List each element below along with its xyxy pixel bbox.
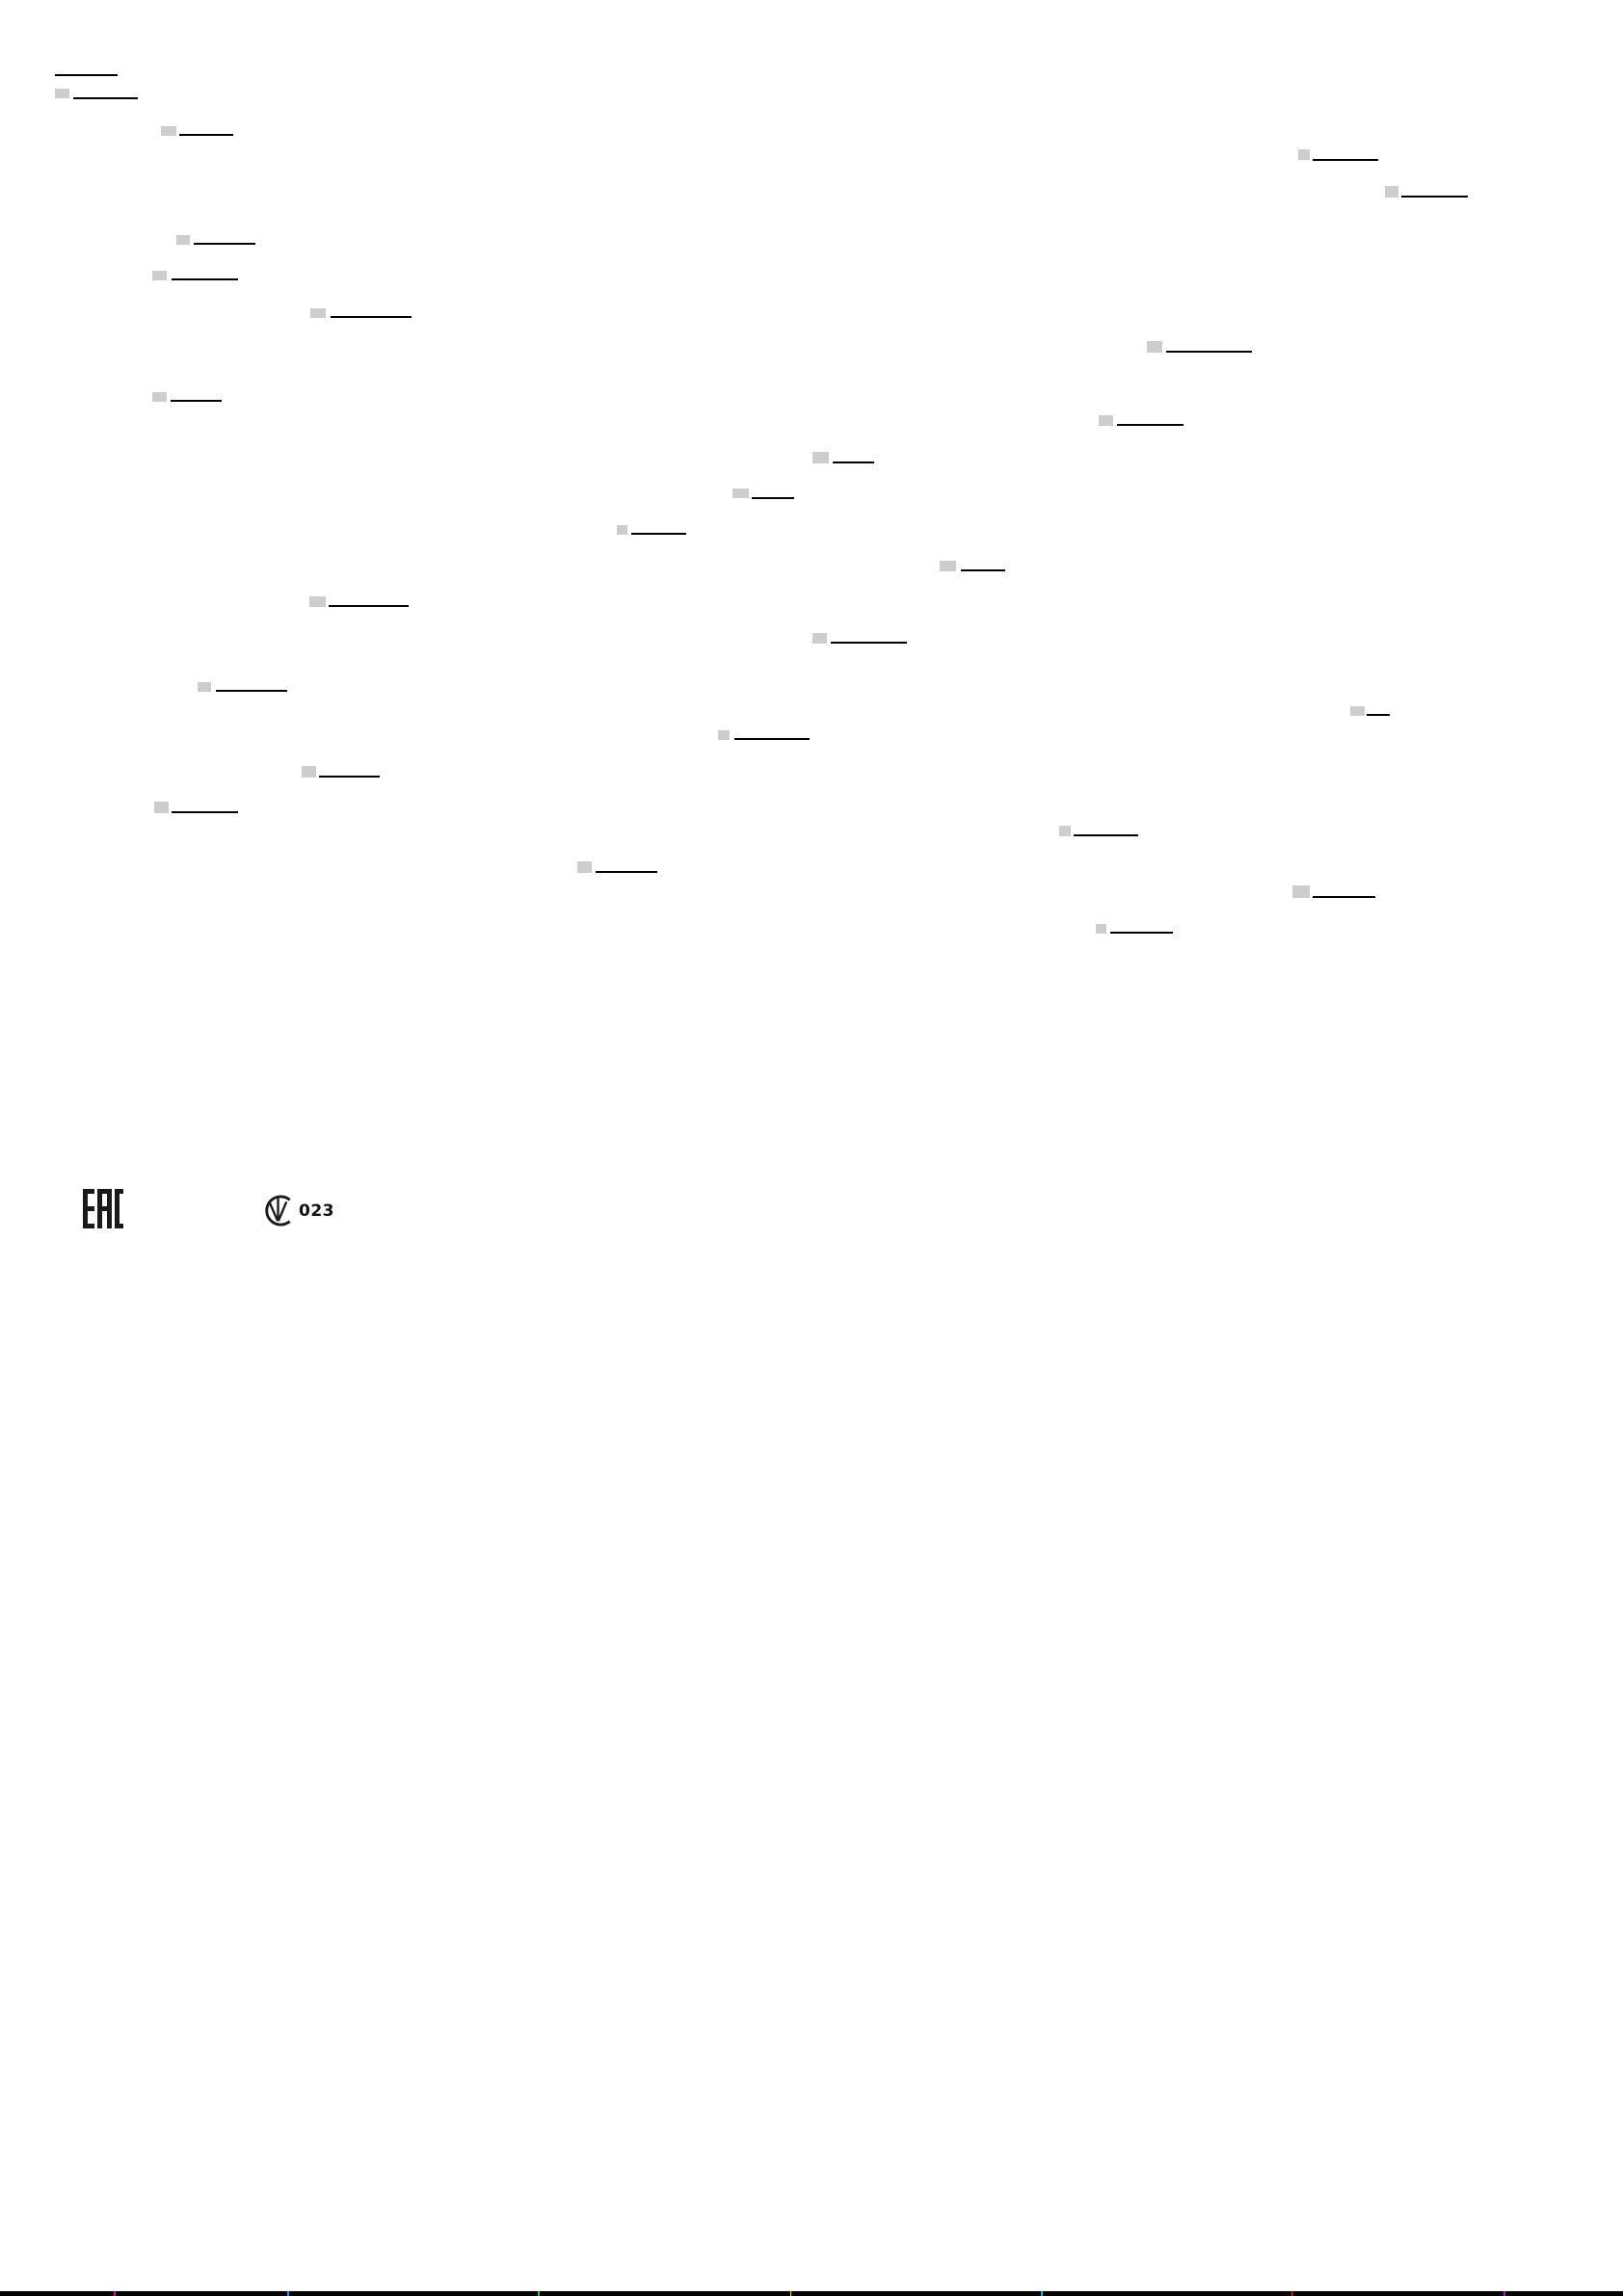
blank-underline — [833, 462, 874, 463]
blank-underline — [831, 642, 907, 644]
image-placeholder-box — [154, 802, 169, 813]
image-placeholder-box — [1147, 341, 1162, 353]
blank-underline — [55, 74, 118, 76]
eac-conformity-mark-icon — [83, 1189, 123, 1228]
blank-underline — [171, 400, 222, 402]
image-placeholder-box — [1099, 415, 1113, 426]
ukrsepro-trident-icon — [262, 1192, 294, 1229]
blank-underline — [329, 605, 409, 607]
blank-underline — [194, 243, 255, 245]
image-placeholder-box — [1298, 149, 1310, 160]
blank-underline — [216, 690, 287, 692]
blank-underline — [961, 569, 1005, 571]
certification-number: 023 — [299, 1201, 334, 1221]
image-placeholder-box — [176, 235, 190, 245]
ukrsepro-conformity-mark — [262, 1191, 339, 1229]
image-placeholder-box — [812, 633, 827, 644]
image-placeholder-box — [309, 596, 326, 607]
blank-underline — [1401, 196, 1468, 198]
blank-underline — [734, 738, 810, 740]
image-placeholder-box — [152, 271, 167, 280]
blank-underline — [172, 278, 238, 280]
blank-underline — [319, 776, 380, 778]
blank-underline — [179, 134, 233, 136]
blank-underline — [596, 871, 657, 873]
image-placeholder-box — [198, 682, 211, 692]
blank-underline — [1166, 351, 1252, 353]
image-placeholder-box — [1350, 706, 1365, 716]
blank-underline — [1117, 424, 1184, 426]
blank-underline — [1367, 714, 1390, 716]
blank-underline — [331, 316, 412, 318]
image-placeholder-box — [1385, 186, 1398, 198]
blank-underline — [752, 497, 794, 499]
blank-underline — [1313, 159, 1378, 161]
image-placeholder-box — [812, 452, 829, 463]
image-placeholder-box — [1059, 826, 1071, 836]
blank-underline — [1074, 834, 1138, 836]
image-placeholder-box — [152, 392, 167, 402]
blank-underline — [73, 97, 138, 99]
image-placeholder-box — [718, 730, 730, 740]
blank-underline — [1110, 932, 1173, 934]
image-placeholder-box — [732, 488, 749, 498]
image-placeholder-box — [302, 766, 316, 778]
bottom-noise-strip — [0, 2291, 1623, 2296]
image-placeholder-box — [161, 126, 176, 136]
image-placeholder-box — [310, 308, 326, 318]
image-placeholder-box — [577, 861, 592, 873]
image-placeholder-box — [55, 89, 69, 98]
image-placeholder-box — [940, 561, 956, 571]
blank-underline — [631, 533, 686, 535]
image-placeholder-box — [617, 525, 627, 535]
image-placeholder-box — [1292, 885, 1310, 898]
blank-underline — [172, 811, 238, 813]
blank-underline — [1313, 896, 1375, 898]
image-placeholder-box — [1096, 924, 1106, 934]
